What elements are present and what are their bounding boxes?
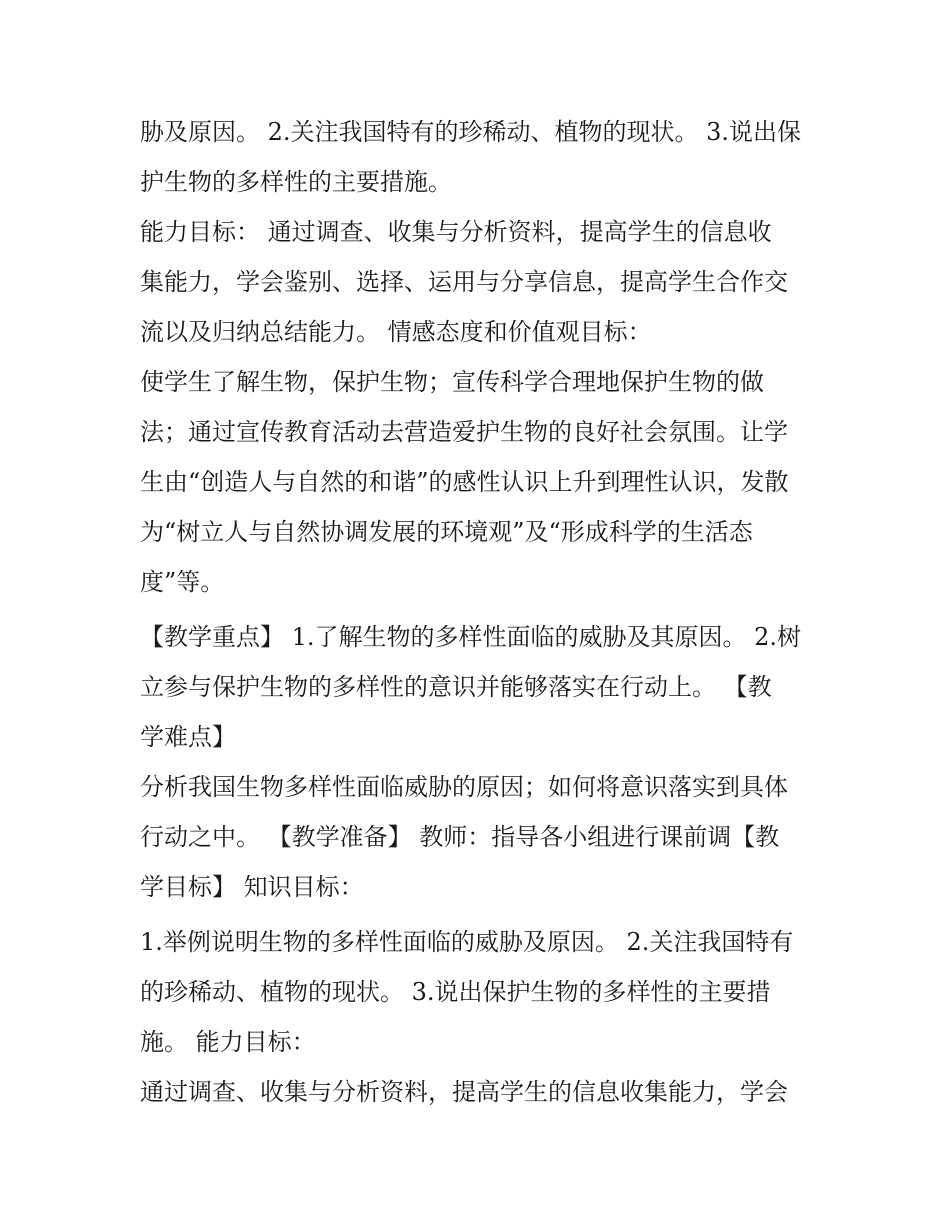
text-line: 的珍稀动、植物的现状。 3.说出保护生物的多样性的主要措 bbox=[140, 978, 771, 1006]
text-line: 胁及原因。 2.关注我国特有的珍稀动、植物的现状。 3.说出保 bbox=[140, 118, 802, 146]
text-line: 1.举例说明生物的多样性面临的威胁及原因。 2.关注我国特有 bbox=[140, 928, 794, 956]
text-line: 【教学重点】 1.了解生物的多样性面临的威胁及其原因。 2.树 bbox=[140, 623, 802, 651]
text-line: 集能力，学会鉴别、选择、运用与分享信息，提高学生合作交 bbox=[140, 268, 788, 296]
text-line: 学难点】 bbox=[140, 723, 236, 751]
text-line: 护生物的多样性的主要措施。 bbox=[140, 168, 452, 196]
text-line: 施。 能力目标： bbox=[140, 1028, 316, 1056]
text-line: 学目标】 知识目标： bbox=[140, 873, 364, 901]
text-line: 法；通过宣传教育活动去营造爱护生物的良好社会氛围。让学 bbox=[140, 418, 788, 446]
text-line: 使学生了解生物，保护生物；宣传科学合理地保护生物的做 bbox=[140, 368, 764, 396]
text-line: 立参与保护生物的多样性的意识并能够落实在行动上。 【教 bbox=[140, 673, 772, 701]
text-line: 度”等。 bbox=[140, 568, 225, 596]
text-line: 流以及归纳总结能力。 情感态度和价值观目标： bbox=[140, 318, 652, 346]
text-line: 行动之中。 【教学准备】 教师：指导各小组进行课前调【教 bbox=[140, 823, 780, 851]
text-line: 生由“创造人与自然的和谐”的感性认识上升到理性认识，发散 bbox=[140, 468, 789, 496]
text-line: 分析我国生物多样性面临威胁的原因；如何将意识落实到具体 bbox=[140, 773, 788, 801]
text-line: 为“树立人与自然协调发展的环境观”及“形成科学的生活态 bbox=[140, 518, 753, 546]
text-line: 通过调查、收集与分析资料，提高学生的信息收集能力，学会 bbox=[140, 1078, 788, 1106]
text-line: 能力目标： 通过调查、收集与分析资料，提高学生的信息收 bbox=[140, 218, 772, 246]
